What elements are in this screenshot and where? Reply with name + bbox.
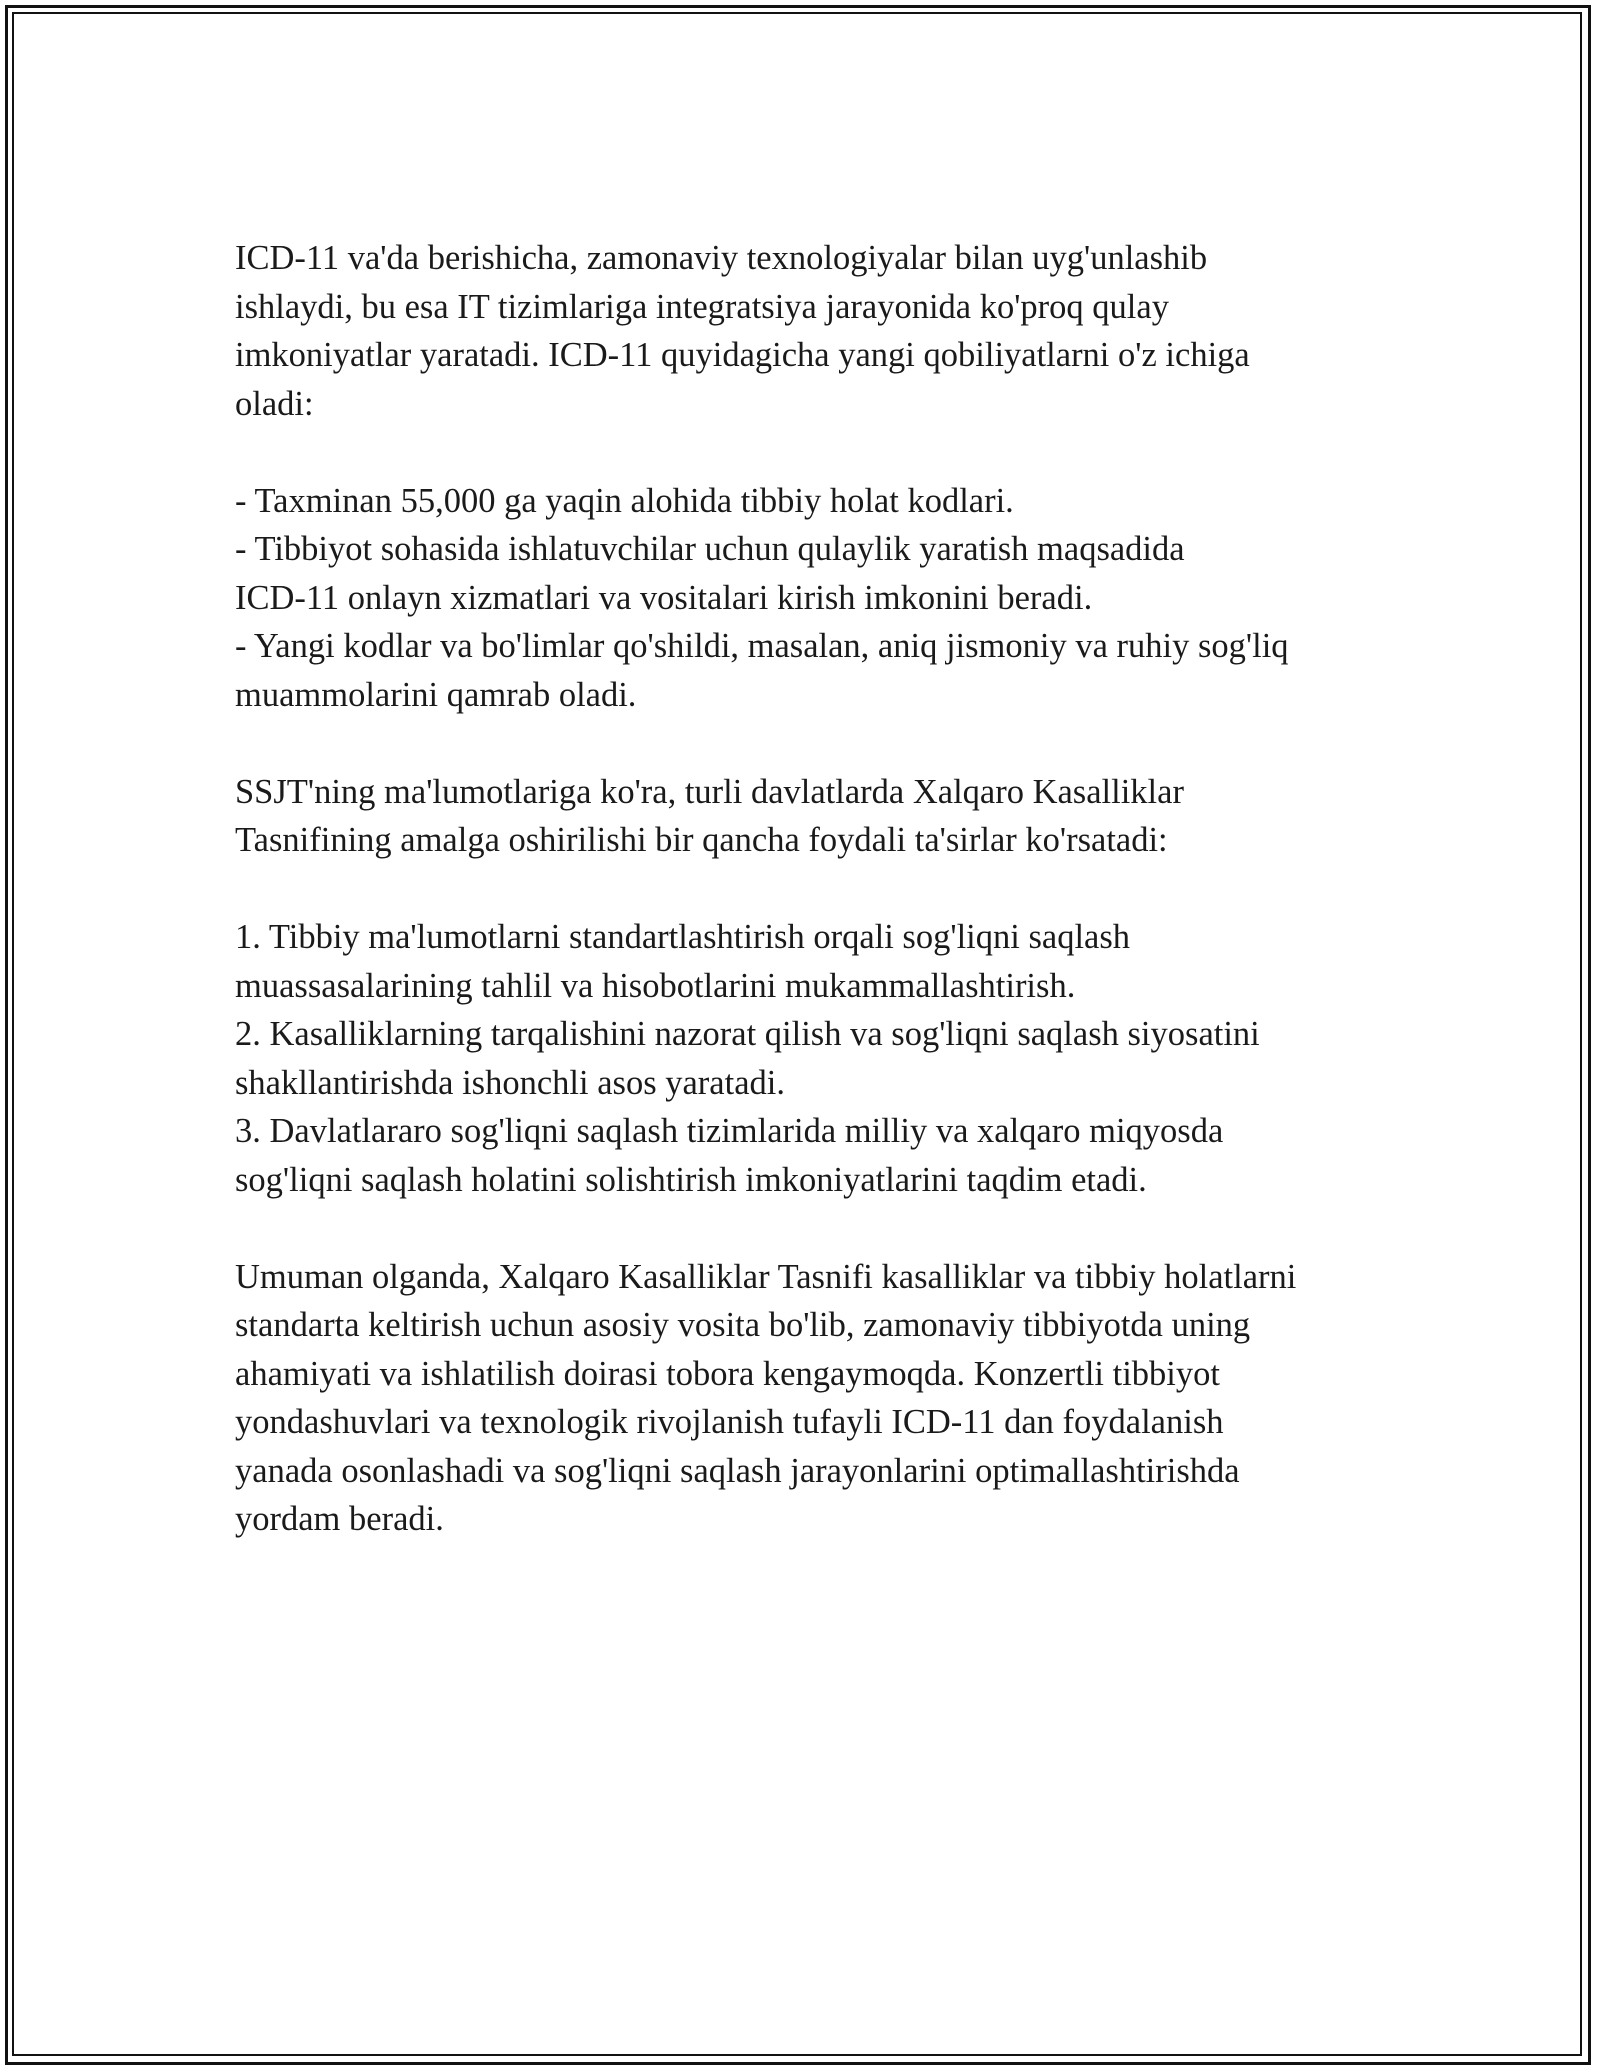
list-item-line: muammolarini qamrab oladi. — [235, 675, 637, 714]
paragraph-spacer — [235, 719, 1385, 768]
list-item-line: muassasalarining tahlil va hisobotlarini mukammallashtirish. — [235, 966, 1076, 1005]
text-line: ahamiyati va ishlatilish doirasi tobora kengaymoqda. Konzertli tibbiyot — [235, 1354, 1220, 1393]
list-item-line: sog'liqni saqlash holatini solishtirish imkoniyatlarini taqdim etadi. — [235, 1160, 1147, 1199]
list-item-line: 3. Davlatlararo sog'liqni saqlash tizimlarida milliy va xalqaro miqyosda — [235, 1112, 1224, 1150]
document-body — [235, 234, 1385, 1544]
list-item-line: 2. Kasalliklarning tarqalishini nazorat qilish va sog'liqni saqlash siyosatini — [235, 1015, 1260, 1053]
text-line: SSJT'ning ma'lumotlariga ko'ra, turli davlatlarda Xalqaro Kasalliklar — [235, 772, 1184, 811]
text-line: standarta keltirish uchun asosiy vosita bo'lib, zamonaviy tibbiyotda uning — [235, 1306, 1251, 1344]
paragraph-ssjt-statement — [235, 768, 1385, 865]
list-item-line: - Yangi kodlar va bo'limlar qo'shildi, masalan, aniq jismoniy va ruhiy sog'liq — [235, 627, 1289, 665]
paragraph-icd11-intro — [235, 234, 1385, 428]
list-item-line: shakllantirishda ishonchli asos yaratadi. — [235, 1063, 785, 1102]
paragraph-spacer — [235, 865, 1385, 914]
paragraph-spacer — [235, 1204, 1385, 1253]
list-item-line: 1. Tibbiy ma'lumotlarni standartlashtirish orqali sog'liqni saqlash — [235, 918, 1131, 956]
text-line: yordam beradi. — [235, 1500, 444, 1538]
text-line: yondashuvlari va texnologik rivojlanish tufayli ICD-11 dan foydalanish — [235, 1403, 1224, 1441]
text-line: Tasnifining amalga oshirilishi bir qancha foydali ta'sirlar ko'rsatadi: — [235, 821, 1168, 859]
list-item-line: - Taxminan 55,000 ga yaqin alohida tibbiy holat kodlari. — [235, 481, 1014, 520]
text-line: oladi: — [235, 384, 314, 423]
paragraph-spacer — [235, 428, 1385, 477]
paragraph-conclusion — [235, 1253, 1385, 1544]
text-line: ICD-11 va'da berishicha, zamonaviy texnologiyalar bilan uyg'unlashib — [235, 239, 1208, 277]
text-line: imkoniyatlar yaratadi. ICD-11 quyidagicha yangi qobiliyatlarni o'z ichiga — [235, 336, 1250, 374]
paragraph-feature-list — [235, 477, 1385, 720]
text-line: ishlaydi, bu esa IT tizimlariga integratsiya jarayonida ko'proq qulay — [235, 287, 1169, 326]
text-line: Umuman olganda, Xalqaro Kasalliklar Tasnifi kasalliklar va tibbiy holatlarni — [235, 1257, 1297, 1296]
list-item-line: - Tibbiyot sohasida ishlatuvchilar uchun qulaylik yaratish maqsadida — [235, 530, 1185, 568]
paragraph-numbered-benefits — [235, 913, 1385, 1204]
text-line: yanada osonlashadi va sog'liqni saqlash jarayonlarini optimallashtirishda — [235, 1451, 1240, 1490]
list-item-line: ICD-11 onlayn xizmatlari va vositalari kirish imkonini beradi. — [235, 578, 1093, 617]
